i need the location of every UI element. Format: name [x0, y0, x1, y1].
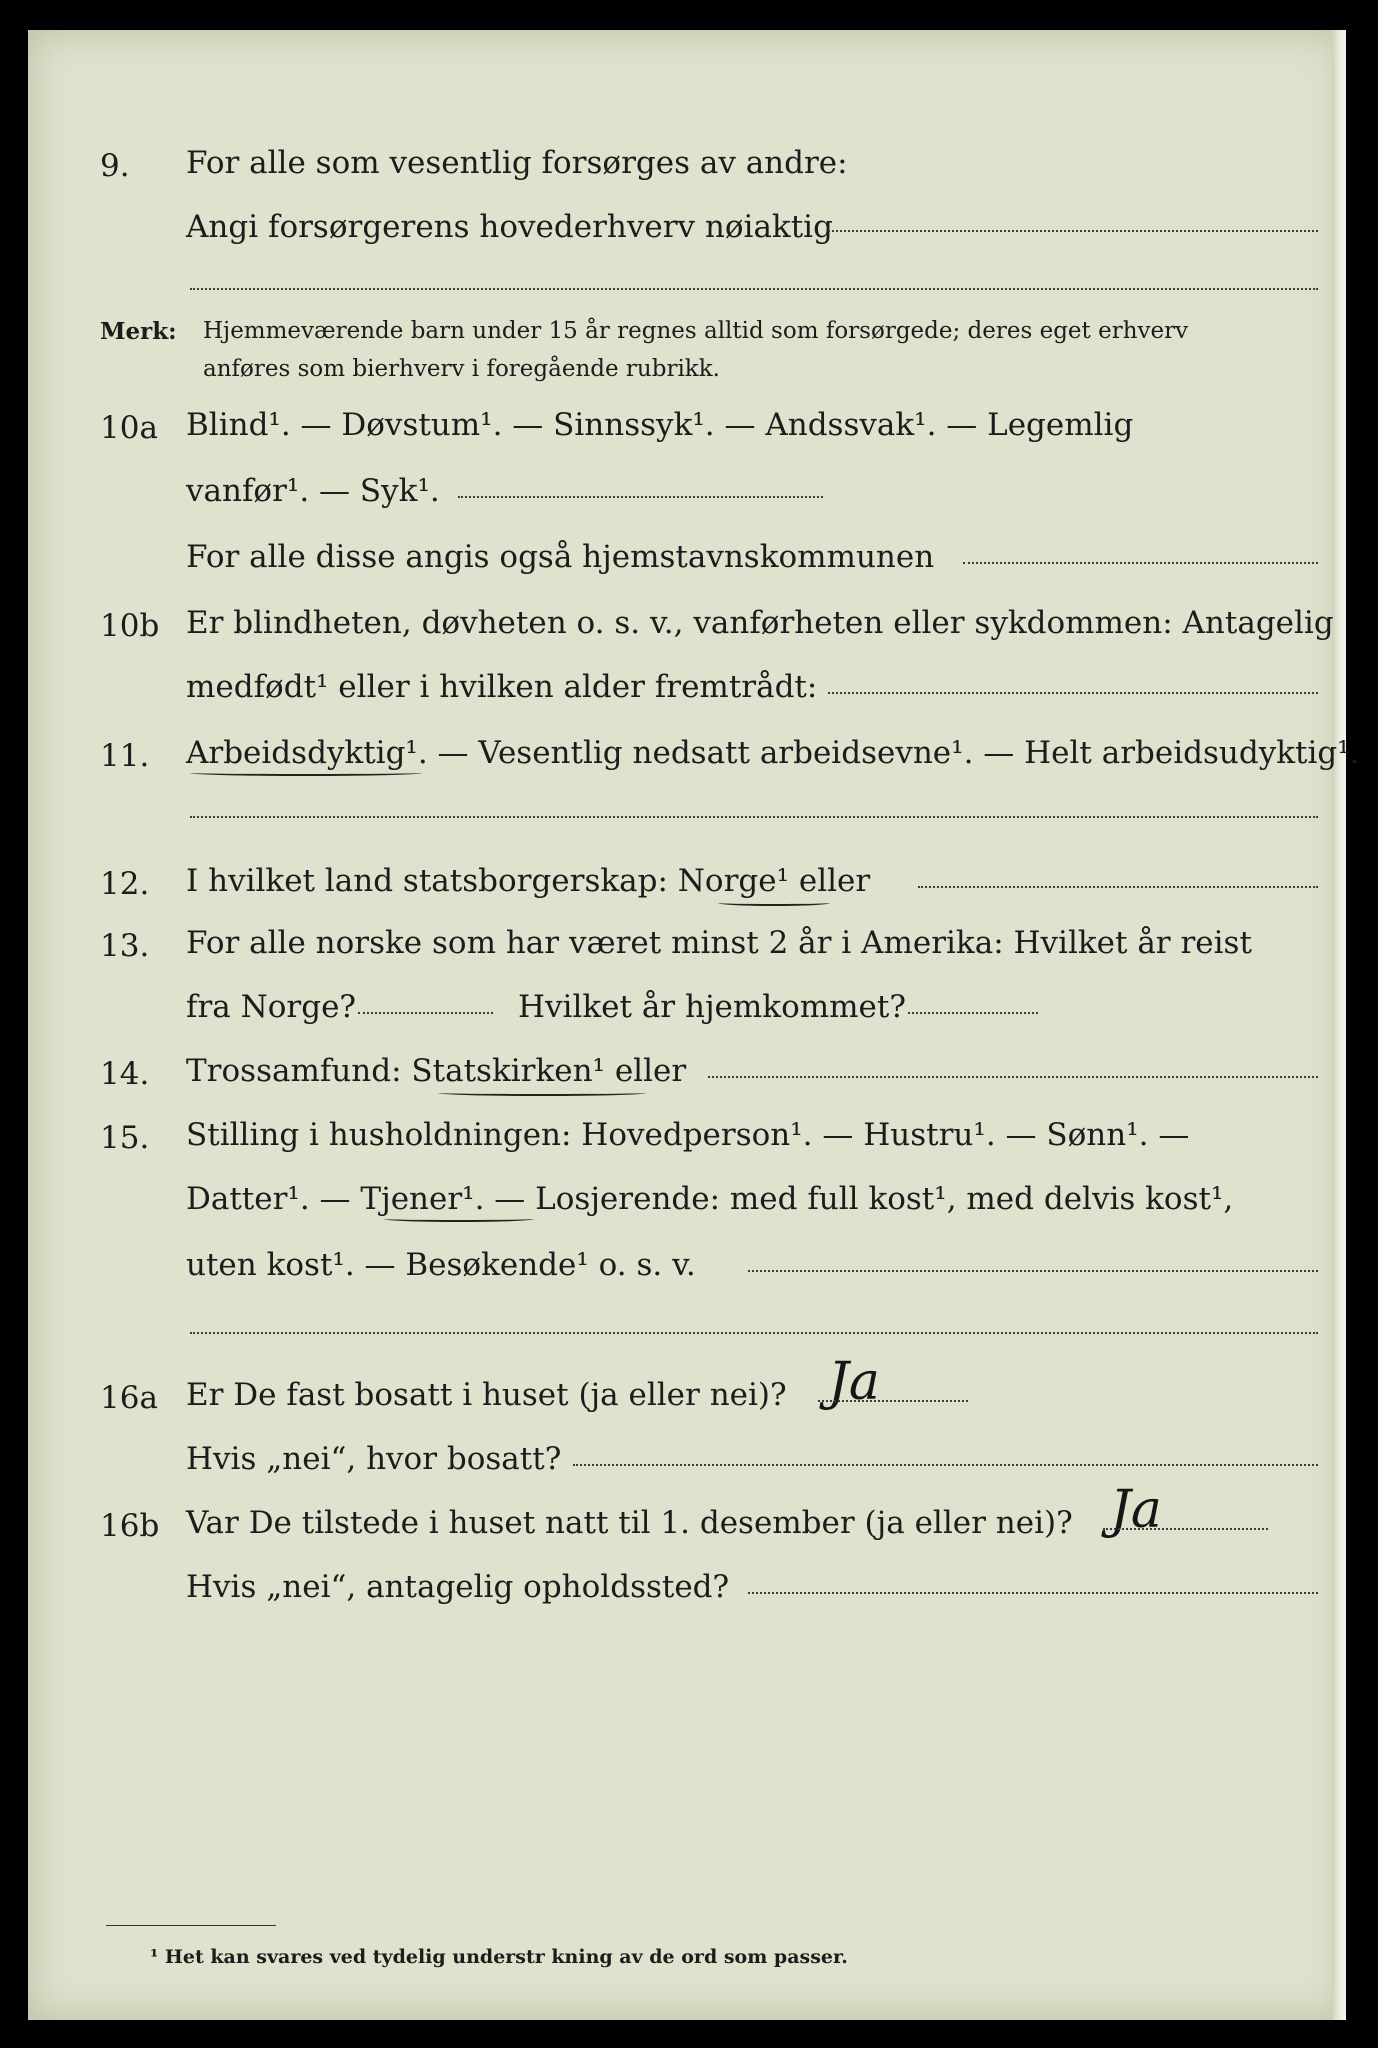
merk-label: Merk: [100, 318, 177, 345]
q14-statskirken-underline [438, 1090, 646, 1096]
q15-number: 15. [100, 1120, 150, 1156]
q11-arbeidsdyktig-underline [190, 770, 422, 776]
q16b-answer-line[interactable] [1103, 1528, 1268, 1530]
q9-text-line1: For alle som vesentlig forsørges av andre: [186, 145, 848, 181]
q16a-answer-line[interactable] [818, 1400, 968, 1402]
q11-text-line1: Arbeidsdyktig¹. — Vesentlig nedsatt arbeidsevne¹. — Helt arbeidsudyktig¹. [186, 735, 1360, 771]
q16b-text-line1: Var De tilstede i huset natt til 1. desember (ja eller nei)? [186, 1505, 1073, 1541]
merk-text-line2: anføres som bierhverv i foregående rubrikk. [203, 356, 720, 382]
q10b-number: 10b [100, 608, 160, 644]
q10b-text-line1: Er blindheten, døvheten o. s. v., vanførheten eller sykdommen: Antagelig [186, 605, 1334, 641]
q12-number: 12. [100, 866, 150, 902]
footnote-rule [106, 1925, 276, 1926]
q10a-text-line2: vanfør¹. — Syk¹. [186, 473, 440, 509]
q14-answer-line[interactable] [708, 1076, 1318, 1078]
q13-reist-line[interactable] [358, 1012, 493, 1014]
q10a-text-line1: Blind¹. — Døvstum¹. — Sinnssyk¹. — Andssvak¹. — Legemlig [186, 407, 1134, 443]
q15-tjener-underline [384, 1216, 534, 1222]
q9-text-line2: Angi forsørgerens hovederhverv nøiaktig [186, 209, 833, 245]
q10a-number: 10a [100, 410, 158, 446]
q10b-text-line2: medfødt¹ eller i hvilken alder fremtrådt: [186, 669, 818, 705]
q11-number: 11. [100, 738, 150, 774]
q15-text-line2: Datter¹. — Tjener¹. — Losjerende: med full kost¹, med delvis kost¹, [186, 1181, 1234, 1217]
census-form-sheet [28, 30, 1360, 2020]
q9-number: 9. [100, 148, 130, 184]
q12-answer-line[interactable] [918, 886, 1318, 888]
q15-answer-line-2[interactable] [190, 1332, 1318, 1334]
q16b-number: 16b [100, 1508, 160, 1544]
q10a-kommune-line[interactable] [963, 562, 1318, 564]
q14-number: 14. [100, 1056, 150, 1092]
q16b-opholdssted-line[interactable] [748, 1592, 1318, 1594]
q16b-handwritten-answer: Ja [1110, 1480, 1162, 1540]
q15-answer-line-1[interactable] [748, 1270, 1318, 1272]
page-edge [1332, 30, 1346, 2020]
q10b-alder-line[interactable] [828, 692, 1318, 694]
q12-text-line1: I hvilket land statsborgerskap: Norge¹ eller [186, 863, 871, 899]
q11-answer-line[interactable] [190, 816, 1318, 818]
q12-norge-underline [718, 900, 830, 906]
q16a-text-line1: Er De fast bosatt i huset (ja eller nei)? [186, 1377, 787, 1413]
q16a-handwritten-answer: Ja [828, 1352, 880, 1412]
q15-text-line3: uten kost¹. — Besøkende¹ o. s. v. [186, 1247, 696, 1283]
q16a-text-line2: Hvis „nei“, hvor bosatt? [186, 1441, 562, 1477]
q14-text-line1: Trossamfund: Statskirken¹ eller [186, 1053, 687, 1089]
q13-text-line1: For alle norske som har været minst 2 år i Amerika: Hvilket år reist [186, 925, 1252, 961]
q9-answer-line-1[interactable] [828, 230, 1318, 232]
q13-text-line2a: fra Norge? [186, 989, 357, 1025]
q16b-text-line2: Hvis „nei“, antagelig opholdssted? [186, 1569, 730, 1605]
q9-answer-line-2[interactable] [190, 288, 1318, 290]
q16a-bosatt-line[interactable] [573, 1464, 1318, 1466]
q15-text-line1: Stilling i husholdningen: Hovedperson¹. — Hustru¹. — Sønn¹. — [186, 1117, 1190, 1153]
q13-text-line2b: Hvilket år hjemkommet? [518, 989, 906, 1025]
q16a-number: 16a [100, 1380, 158, 1416]
q10a-text-line3: For alle disse angis også hjemstavnskommunen [186, 539, 935, 575]
q13-number: 13. [100, 928, 150, 964]
merk-text-line1: Hjemmeværende barn under 15 år regnes alltid som forsørgede; deres eget erhverv [203, 318, 1189, 344]
q13-hjemkommet-line[interactable] [908, 1012, 1038, 1014]
footnote-text: ¹ Het kan svares ved tydelig understr kning av de ord som passer. [150, 1946, 848, 1968]
q10a-syk-line[interactable] [458, 496, 823, 498]
